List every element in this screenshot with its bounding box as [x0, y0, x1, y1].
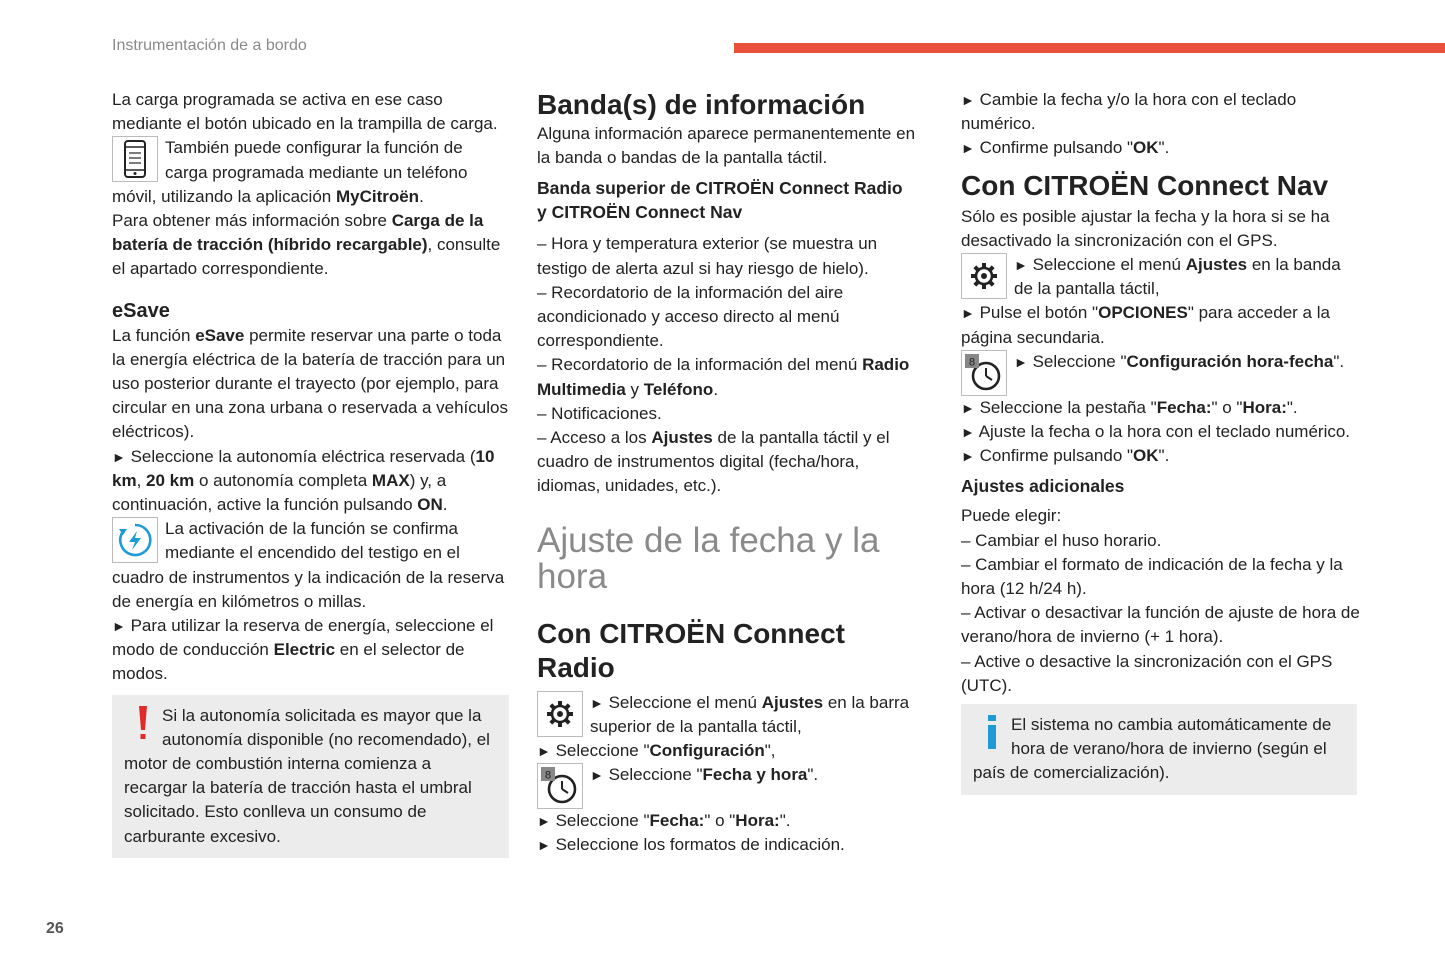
section-heading: Con CITROËN Connect Nav: [961, 169, 1329, 201]
dash-item: – Cambiar el huso horario.: [961, 530, 1162, 550]
paragraph: También puede configurar la función de carga programada mediante un teléfono móvil, utilizando la aplicación MyCitroën.: [112, 138, 468, 206]
bullet-item: ► Para utilizar la reserva de energía, seleccione el modo de conducción Electric en el selector de modos.: [112, 616, 494, 684]
settings-gear-icon: [961, 253, 1007, 299]
section-heading: Banda(s) de información: [537, 89, 866, 120]
paragraph: La carga programada se activa en ese caso mediante el botón ubicado en la trampilla de carga.: [112, 90, 498, 134]
bullet-item: ► Cambie la fecha y/o la hora con el teclado numérico.: [961, 90, 1297, 134]
column-right: [961, 88, 1361, 795]
paragraph: La función eSave permite reservar una parte o toda la energía eléctrica de la batería de tracción para un uso posterior durante el trayecto (por ejemplo, para circular en una zona urbana o reservada a vehículos eléctricos).: [112, 325, 508, 442]
paragraph: Para obtener más información sobre Carga de la batería de tracción (híbrido recargable), consulte el apartado correspondiente.: [112, 211, 501, 279]
esave-heading: eSave: [112, 299, 170, 322]
bullet-item: ► Seleccione "Fecha:" o "Hora:".: [537, 811, 791, 831]
settings-gear-icon: [537, 691, 583, 737]
running-header: Instrumentación de a bordo: [112, 37, 307, 54]
dash-item: – Activar o desactivar la función de ajuste de hora de verano/hora de invierno (+ 1 hora).: [961, 603, 1360, 647]
bullet-item: ► Pulse el botón "OPCIONES" para acceder a la página secundaria.: [961, 303, 1330, 347]
info-box: [961, 704, 1357, 795]
warning-text: Si la autonomía solicitada es mayor que la autonomía disponible (no recomendado), el motor de combustión interna comienza a recargar la batería de tracción hasta el umbral solicitado. Esto conlleva un consumo de carburante excesivo.: [124, 705, 490, 846]
bullet-item: 8 ► Seleccione "Fecha y hora".: [537, 763, 917, 787]
chapter-heading: Ajuste de la fecha y la hora: [537, 520, 880, 596]
clock-settings-icon: [537, 763, 583, 809]
bullet-item: ► Seleccione "Configuración",: [537, 741, 776, 761]
dash-item: – Hora y temperatura exterior (se muestra un testigo de alerta azul si hay riesgo de hielo).: [537, 234, 878, 278]
page-number: 26: [46, 920, 64, 937]
dash-item: – Cambiar el formato de indicación de la fecha y la hora (12 h/24 h).: [961, 554, 1343, 599]
bullet-item: ► Seleccione los formatos de indicación.: [537, 835, 845, 855]
dash-item: – Notificaciones.: [537, 403, 662, 423]
bullet-item: ► Seleccione el menú Ajustes en la barra superior de la pantalla táctil,: [537, 691, 917, 739]
bullet-item: ► Seleccione la autonomía eléctrica reservada (10 km, 20 km o autonomía completa MAX) y, a continuación, active la función pulsando ON.: [112, 446, 495, 515]
bullet-item: ► Ajuste la fecha o la hora con el teclado numérico.: [961, 422, 1351, 442]
subheading: Banda superior de CITROËN Connect Radio y CITROËN Connect Nav: [537, 178, 903, 223]
dash-item: – Recordatorio de la información del menú Radio Multimedia y Teléfono.: [537, 355, 910, 399]
section-heading: Con CITROËN Connect Radio: [537, 617, 845, 683]
bullet-item: ► Confirme pulsando "OK".: [961, 138, 1170, 158]
app-name: MyCitroën: [335, 186, 420, 206]
dash-item: – Recordatorio de la información del aire acondicionado y acceso directo al menú correspondiente.: [537, 282, 844, 351]
dash-item: – Acceso a los Ajustes de la pantalla táctil y el cuadro de instrumentos digital (fecha/hora, idiomas, unidades, etc.).: [537, 428, 890, 496]
header-accent-bar: [734, 43, 1445, 53]
paragraph: Sólo es posible ajustar la fecha y la hora si se ha desactivado la sincronización con el GPS.: [961, 206, 1330, 250]
info-text: El sistema no cambia automáticamente de hora de verano/hora de invierno (según el país de comercialización).: [973, 715, 1332, 783]
bullet-item: ► Seleccione la pestaña "Fecha:" o "Hora:".: [961, 397, 1298, 417]
paragraph: Puede elegir:: [961, 506, 1062, 526]
column-left: [112, 88, 509, 858]
bullet-item: ► Confirme pulsando "OK".: [961, 446, 1170, 466]
info-icon: [973, 713, 1011, 761]
clock-settings-icon: [961, 350, 1007, 396]
mobile-phone-icon: [112, 136, 158, 182]
warning-exclamation-icon: [124, 704, 162, 752]
paragraph: La activación de la función se confirma mediante el encendido del testigo en el cuadro de instrumentos y la indicación de la reserva de energía en kilómetros o millas.: [112, 519, 505, 611]
bullet-item: ► Seleccione el menú Ajustes en la banda de la pantalla táctil,: [961, 253, 1361, 301]
clock-badge: 8: [968, 356, 976, 369]
clock-badge: 8: [544, 769, 552, 782]
column-middle: [537, 88, 917, 858]
bullet-item: 8 ► Seleccione "Configuración hora-fecha".: [961, 350, 1361, 374]
subheading: Ajustes adicionales: [961, 476, 1125, 497]
warning-box: [112, 695, 509, 858]
paragraph: Alguna información aparece permanentemente en la banda o bandas de la pantalla táctil.: [537, 124, 916, 168]
esave-icon: [112, 517, 158, 563]
dash-item: – Active o desactive la sincronización con el GPS (UTC).: [961, 651, 1333, 695]
